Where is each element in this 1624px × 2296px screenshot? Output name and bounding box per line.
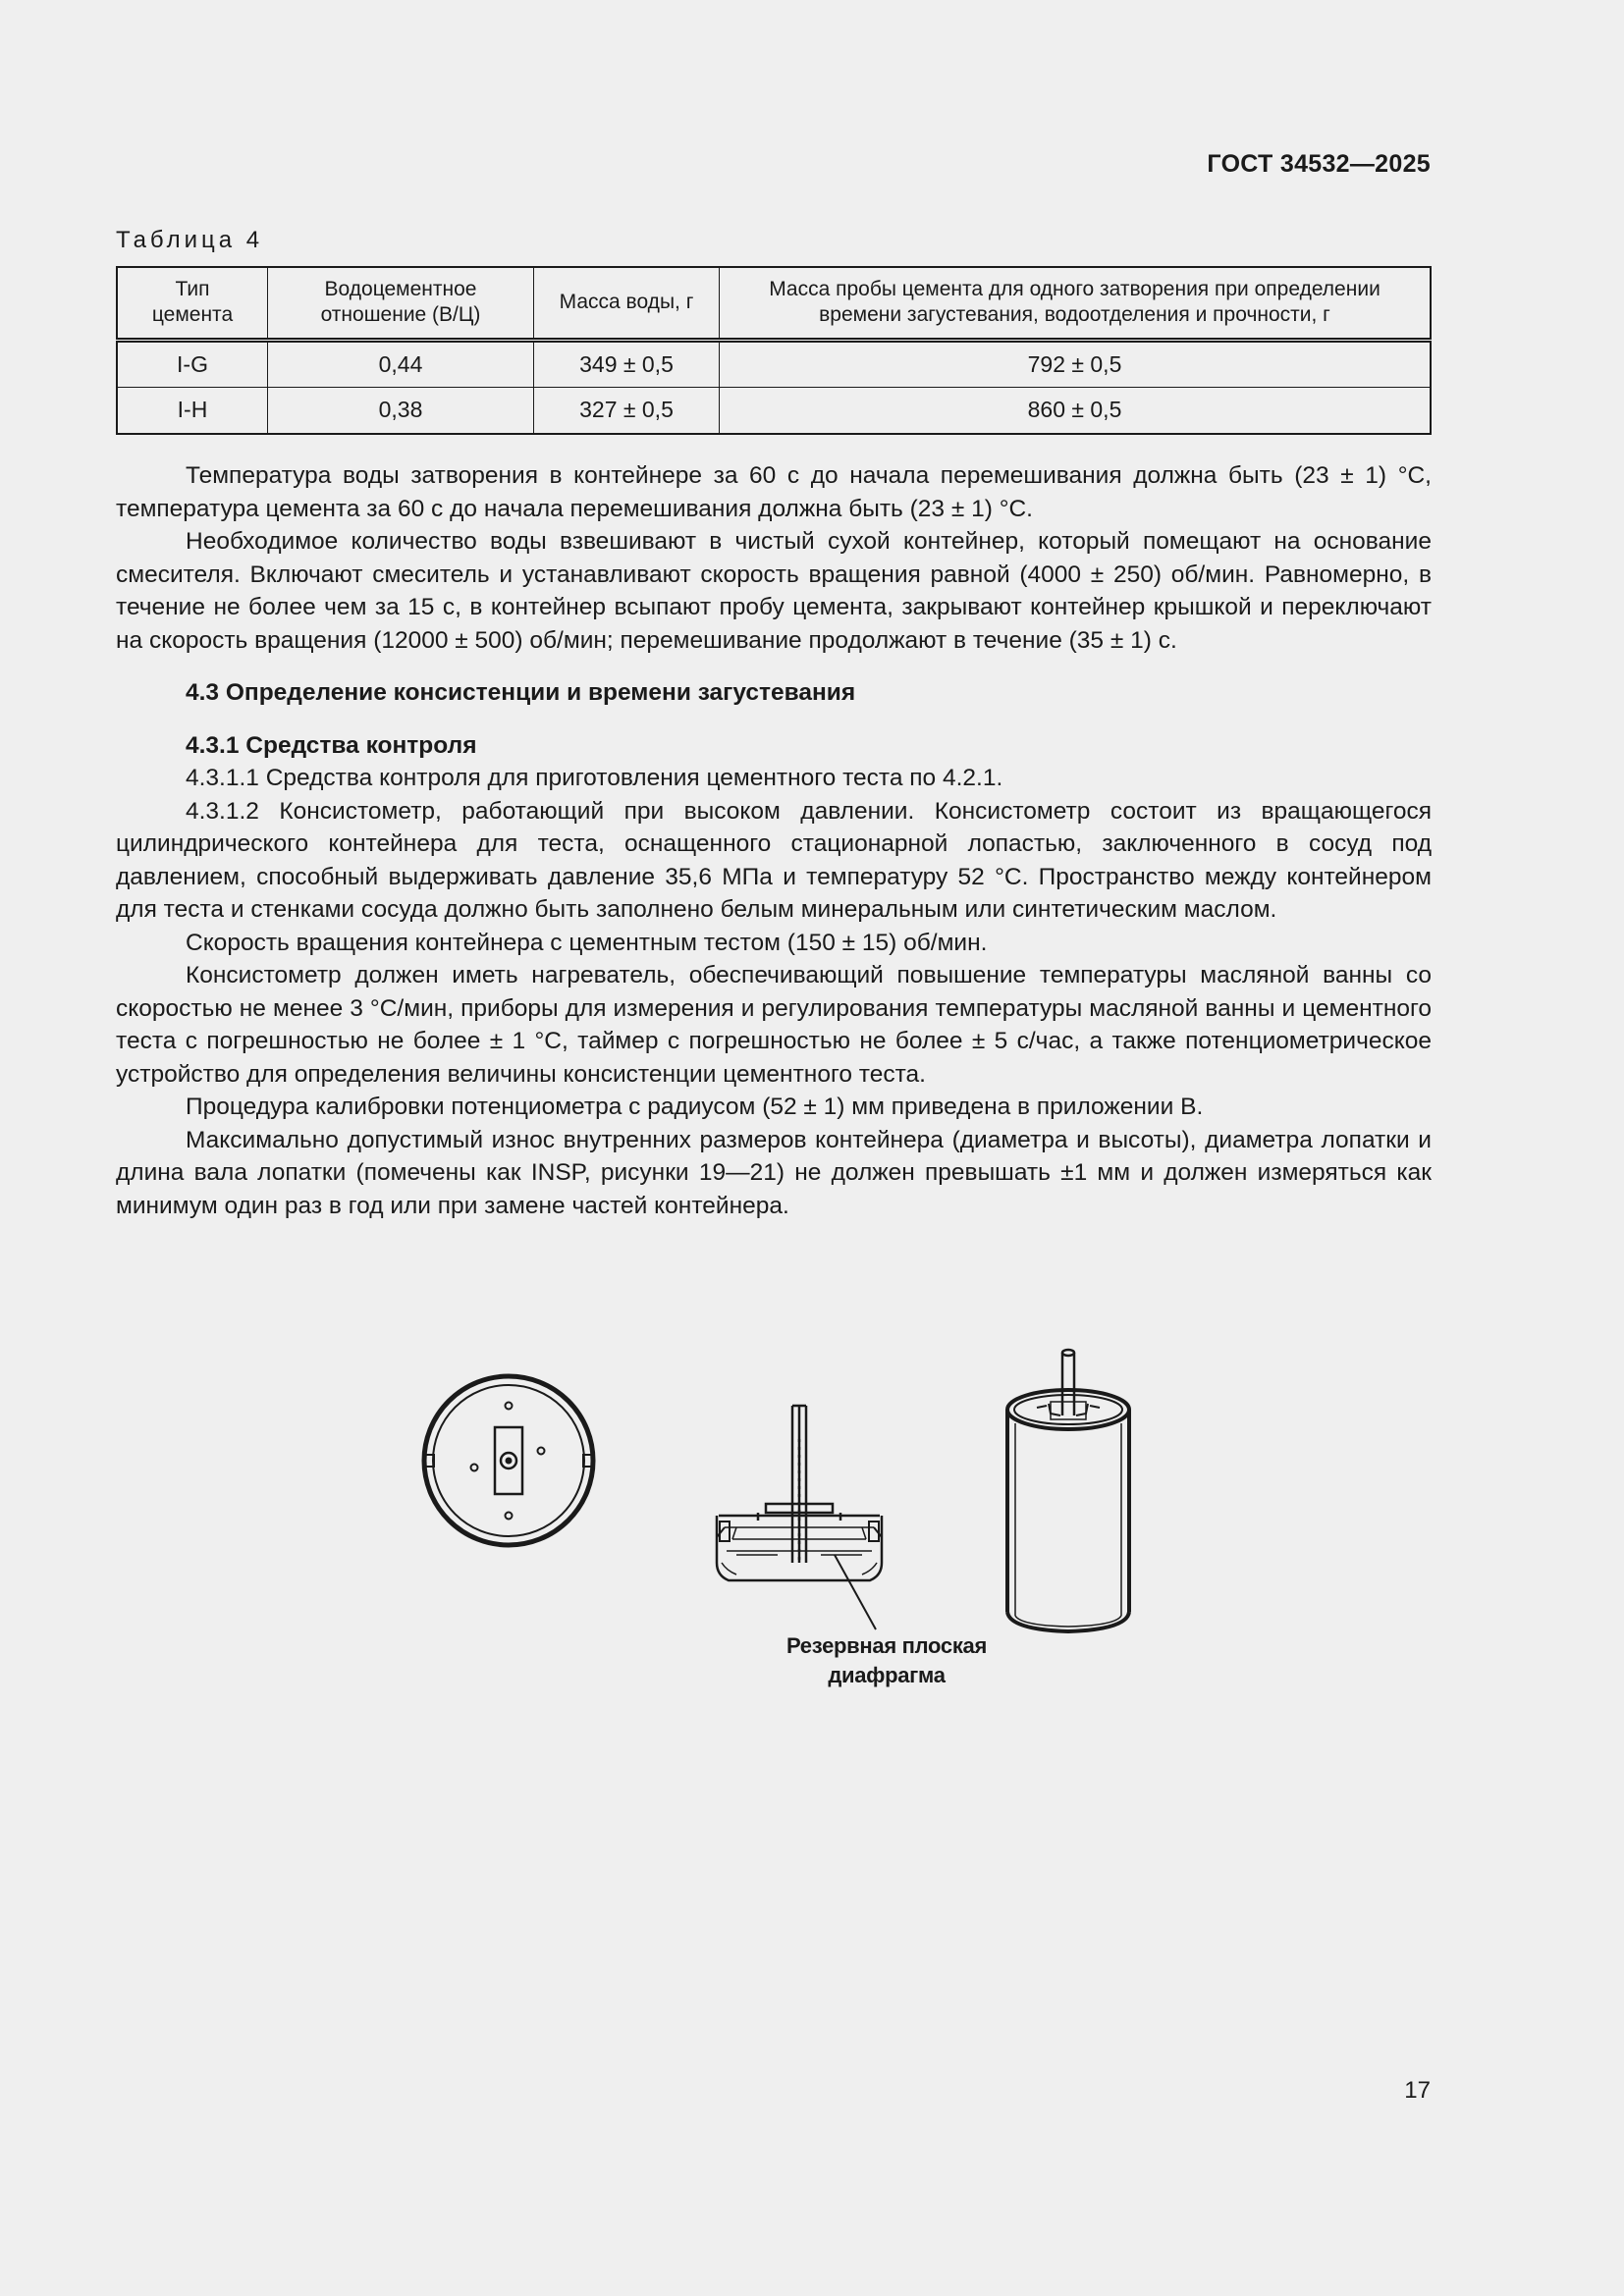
- table-cell: I-H: [117, 387, 268, 434]
- column-header-water-mass: Масса воды, г: [534, 267, 720, 340]
- page-number: 17: [1404, 2077, 1431, 2104]
- paragraph-water-temperature: Температура воды затворения в контейнере за 60 с до начала перемешивания должна быть (23 ± 1) °С, температура цемента за 60 с до начала перемешивания должна быть (23 ± 1) °С.: [116, 462, 1432, 522]
- table-caption: Таблица 4: [116, 227, 264, 253]
- table-header-row: [117, 267, 1431, 340]
- table-cell: 327 ± 0,5: [534, 387, 720, 434]
- paragraph-wear-tolerance: Максимально допустимый износ внутренних размеров контейнера (диаметра и высоты), диаметра лопатки и длина вала лопатки (помечены как INSP, рисунки 19—21) не должен превышать ±1 мм и должен измеряться как минимум один раз в год или при замене частей контейнера.: [116, 1126, 1432, 1219]
- column-header-sample-mass: Масса пробы цемента для одного затворения при определении времени загустевания, водоотделения и прочности, г: [720, 267, 1432, 340]
- table-cell: 0,38: [268, 387, 534, 434]
- table-cell: 0,44: [268, 340, 534, 387]
- container-top-view-drawing: [424, 1376, 593, 1545]
- container-figure: [412, 1345, 1159, 1698]
- column-header-wc-ratio: Водоцементное отношение (В/Ц): [268, 267, 534, 340]
- table-cell: 792 ± 0,5: [720, 340, 1432, 387]
- body-text: [116, 459, 1432, 1222]
- table-cell: I-G: [117, 340, 268, 387]
- table-cell: 860 ± 0,5: [720, 387, 1432, 434]
- paragraph-heater-requirements: Консистометр должен иметь нагреватель, обеспечивающий повышение температуры масляной ванны со скоростью не менее 3 °С/мин, приборы для измерения и регулирования температуры масляной ванны и цементного теста с погрешностью не более ± 1 °С, таймер с погрешностью не более ± 5 с/час, а также потенциометрическое устройство для определения величины консистенции цементного теста.: [116, 962, 1432, 1088]
- container-section-drawing: [717, 1406, 882, 1629]
- table-cell: 349 ± 0,5: [534, 340, 720, 387]
- table-row: [117, 387, 1431, 434]
- paragraph-4-3-1-1: 4.3.1.1 Средства контроля для приготовления цементного теста по 4.2.1.: [186, 765, 1003, 791]
- paragraph-rotation-speed: Скорость вращения контейнера с цементным тестом (150 ± 15) об/мин.: [186, 929, 988, 956]
- subsection-heading-4-3-1: 4.3.1 Средства контроля: [186, 731, 477, 759]
- table-row: [117, 340, 1431, 387]
- column-header-cement-type: Тип цемента: [117, 267, 268, 340]
- paragraph-calibration: Процедура калибровки потенциометра с радиусом (52 ± 1) мм приведена в приложении В.: [186, 1094, 1204, 1120]
- document-code: ГОСТ 34532—2025: [1207, 150, 1431, 178]
- container-cylinder-drawing: [1007, 1350, 1129, 1631]
- cement-table: [116, 266, 1432, 435]
- section-heading-4-3: 4.3 Определение консистенции и времени загустевания: [186, 679, 856, 706]
- paragraph-mixing-procedure: Необходимое количество воды взвешивают в чистый сухой контейнер, который помещают на основание смесителя. Включают смеситель и устанавливают скорость вращения равной (4000 ± 250) об/мин. Равномерно, в течение не более чем за 15 с, в контейнер всыпают пробу цемента, закрывают контейнер крышкой и переключают на скорость вращения (12000 ± 500) об/мин; перемешивание продолжают в течение (35 ± 1) с.: [116, 528, 1432, 654]
- figure-label: Резервная плоская диафрагма: [785, 1633, 988, 1687]
- paragraph-4-3-1-2: 4.3.1.2 Консистометр, работающий при высоком давлении. Консистометр состоит из вращающегося цилиндрического контейнера для теста, оснащенного стационарной лопастью, заключенного в сосуд под давлением, способный выдерживать давление 35,6 МПа и температуру 52 °С. Пространство между контейнером для теста и стенками сосуда должно быть заполнено белым минеральным или синтетическим маслом.: [116, 797, 1432, 923]
